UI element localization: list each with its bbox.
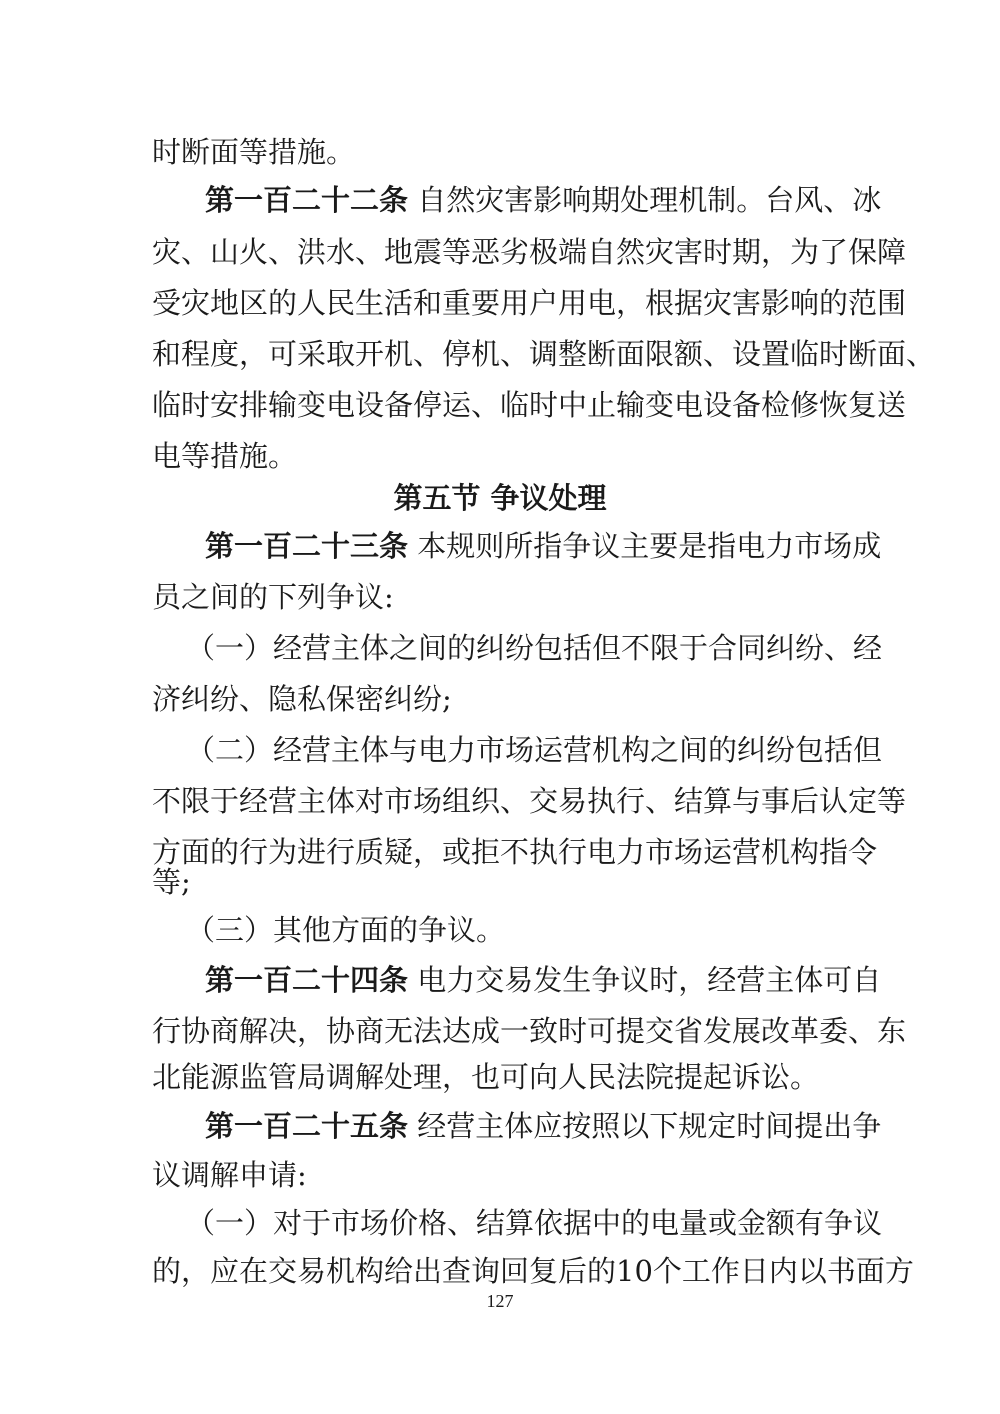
paragraph-line: 时断面等措施。	[152, 135, 356, 169]
paragraph-line: 议调解申请:	[152, 1158, 307, 1192]
section-heading: 第五节 争议处理	[393, 481, 607, 515]
paragraph-line: 济纠纷、隐私保密纠纷;	[152, 682, 452, 716]
article-123-line: 第一百二十三条 本规则所指争议主要是指电力市场成	[205, 529, 882, 563]
paragraph-line: （一）对于市场价格、结算依据中的电量或金额有争议	[186, 1206, 883, 1240]
page-number: 127	[486, 1291, 514, 1311]
article-123-title: 第一百二十三条	[205, 529, 409, 563]
paragraph-line: 员之间的下列争议:	[152, 580, 394, 614]
paragraph-line: 不限于经营主体对市场组织、交易执行、结算与事后认定等	[152, 784, 907, 818]
article-122-line: 第一百二十二条 自然灾害影响期处理机制。台风、冰	[205, 183, 882, 217]
paragraph-line: 受灾地区的人民生活和重要用户用电，根据灾害影响的范围	[152, 286, 907, 320]
paragraph-line: 行协商解决，协商无法达成一致时可提交省发展改革委、东	[152, 1014, 907, 1048]
paragraph-line: 等;	[152, 865, 191, 899]
paragraph-line: 方面的行为进行质疑，或拒不执行电力市场运营机构指令	[152, 835, 878, 869]
article-124-line: 第一百二十四条 电力交易发生争议时，经营主体可自	[205, 963, 882, 997]
paragraph-line: （一）经营主体之间的纠纷包括但不限于合同纠纷、经	[186, 631, 883, 665]
paragraph-line: 和程度，可采取开机、停机、调整断面限额、设置临时断面、	[152, 337, 936, 371]
paragraph-line: （二）经营主体与电力市场运营机构之间的纠纷包括但	[186, 733, 883, 767]
article-122-title: 第一百二十二条	[205, 183, 409, 217]
article-125-title: 第一百二十五条	[205, 1109, 409, 1143]
paragraph-line: 灾、山火、洪水、地震等恶劣极端自然灾害时期，为了保障	[152, 235, 907, 269]
paragraph-line: （三）其他方面的争议。	[186, 913, 506, 947]
paragraph-line: 电等措施。	[152, 439, 298, 473]
paragraph-line: 的，应在交易机构给出查询回复后的10个工作日内以书面方	[152, 1254, 914, 1288]
article-125-line: 第一百二十五条 经营主体应按照以下规定时间提出争	[205, 1109, 882, 1143]
paragraph-line: 临时安排输变电设备停运、临时中止输变电设备检修恢复送	[152, 388, 907, 422]
paragraph-line: 北能源监管局调解处理，也可向人民法院提起诉讼。	[152, 1060, 820, 1094]
article-124-title: 第一百二十四条	[205, 963, 409, 997]
